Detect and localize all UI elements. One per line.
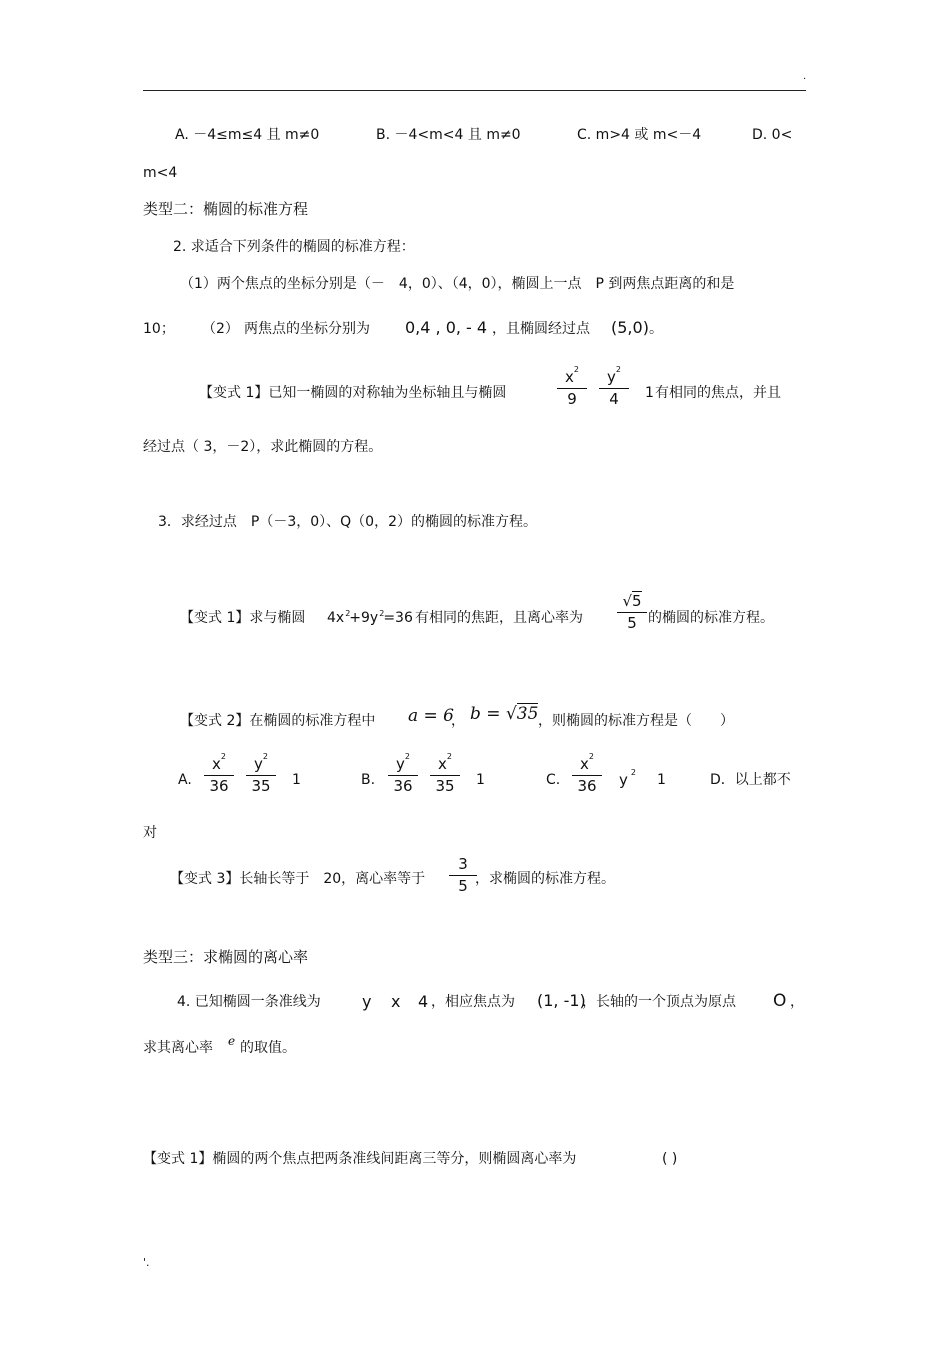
q2-part1: （1）两个焦点的坐标分别是（－ 4，0）、（4，0），椭圆上一点 P 到两焦点距离的和是 bbox=[180, 276, 735, 292]
v3-label: 【变式 3】长轴长等于 20，离心率等于 bbox=[170, 871, 426, 887]
v2-option-a-label: A. bbox=[178, 772, 192, 788]
v1c-blank: ( ) bbox=[662, 1151, 678, 1167]
v2-option-a-frac-x: $x^2$ 36 bbox=[204, 757, 234, 794]
q3-stem: 3．求经过点 P（－3，0）、Q（0，2）的椭圆的标准方程。 bbox=[158, 514, 537, 530]
q2-part2-mid: ，且椭圆经过点 bbox=[492, 321, 590, 337]
q2-part2-label: （2） bbox=[202, 321, 239, 337]
v2-option-c-y: y $^2$ bbox=[619, 768, 636, 789]
v1a-fraction-y: $y^2$ 4 bbox=[599, 370, 629, 407]
v2-option-d-cont: 对 bbox=[143, 825, 157, 841]
q2-part2-point: (5,0) bbox=[611, 318, 649, 337]
q4-stem: 4. 已知椭圆一条准线为 bbox=[177, 994, 321, 1010]
v1a-tail: 有相同的焦点，并且 bbox=[655, 385, 781, 401]
q2-stem: 2. 求适合下列条件的椭圆的标准方程： bbox=[173, 239, 415, 255]
v2-option-c-label: C. bbox=[546, 772, 561, 788]
q1-option-c: C. m>4 或 m<－4 bbox=[577, 127, 702, 143]
v2-option-a-eq: 1 bbox=[292, 772, 301, 788]
v1b-label: 【变式 1】求与椭圆 bbox=[180, 610, 306, 626]
v2-option-b-frac-x: $x^2$ 35 bbox=[430, 757, 460, 794]
v1c-label: 【变式 1】椭圆的两个焦点把两条准线间距离三等分，则椭圆离心率为 bbox=[143, 1151, 577, 1167]
v2-option-c-frac-x: $x^2$ 36 bbox=[572, 757, 602, 794]
v2-option-d: D．以上都不 bbox=[710, 772, 791, 788]
q4-mid2: ，长轴的一个顶点为原点 bbox=[582, 994, 736, 1010]
v1a-label: 【变式 1】已知一椭圆的对称轴为坐标轴且与椭圆 bbox=[199, 385, 507, 401]
q4-origin: O bbox=[773, 991, 787, 1011]
q2-part2-coords: 0,4 , 0, - 4 bbox=[405, 318, 488, 337]
section-2-title: 类型二：椭圆的标准方程 bbox=[143, 200, 309, 218]
v2-option-c-eq: 1 bbox=[657, 772, 666, 788]
q2-part1-end: 10； bbox=[143, 321, 175, 337]
q1-option-a: A. －4≤m≤4 且 m≠0 bbox=[175, 127, 320, 143]
footer-mark: '. bbox=[143, 1256, 150, 1269]
v1a-fraction-x: $x^2$ 9 bbox=[557, 370, 587, 407]
q4-e-symbol: e bbox=[228, 1034, 236, 1048]
q4-cont-b: 的取值。 bbox=[240, 1040, 296, 1056]
q4-x: x bbox=[391, 992, 401, 1011]
q4-focus: (1, -1) bbox=[537, 991, 586, 1010]
q1-option-b: B. －4<m<4 且 m≠0 bbox=[376, 127, 521, 143]
v2-label: 【变式 2】在椭圆的标准方程中 bbox=[180, 713, 376, 729]
q2-part2-text: 两焦点的坐标分别为 bbox=[244, 321, 370, 337]
v1b-equation: $4x^2+9y^2=36$ bbox=[327, 609, 413, 626]
section-3-title: 类型三：求椭圆的离心率 bbox=[143, 948, 309, 966]
q4-mid: ，相应焦点为 bbox=[431, 994, 515, 1010]
v2-b-expr: b = √35 bbox=[470, 704, 539, 724]
v1a-cont: 经过点（ 3，－2），求此椭圆的方程。 bbox=[143, 439, 383, 455]
q4-y: y bbox=[362, 992, 372, 1011]
header-corner-mark: . bbox=[803, 71, 807, 82]
v1b-tail: 的椭圆的标准方程。 bbox=[648, 610, 774, 626]
q1-option-d: D. 0< bbox=[752, 127, 793, 143]
v2-sep: ， bbox=[451, 713, 465, 729]
header-rule bbox=[143, 90, 806, 91]
v1b-mid: 有相同的焦距，且离心率为 bbox=[415, 610, 583, 626]
v2-option-b-label: B. bbox=[361, 772, 376, 788]
q1-option-d-cont: m<4 bbox=[143, 165, 178, 181]
v3-tail: ，求椭圆的标准方程。 bbox=[475, 871, 615, 887]
q2-part2-end: 。 bbox=[649, 321, 663, 337]
v1b-fraction-sqrt5-over-5: √5 5 bbox=[617, 594, 647, 631]
q4-four: 4 bbox=[418, 992, 429, 1011]
v2-a-expr: a = 6 bbox=[408, 706, 455, 726]
v3-fraction: 3 5 bbox=[449, 857, 477, 894]
v2-option-b-frac-y: $y^2$ 36 bbox=[388, 757, 418, 794]
v2-option-a-frac-y: $y^2$ 35 bbox=[246, 757, 276, 794]
v1a-equals-one: 1 bbox=[645, 385, 654, 401]
q4-cont-a: 求其离心率 bbox=[143, 1040, 213, 1056]
v2-tail: ，则椭圆的标准方程是（ ） bbox=[538, 713, 734, 729]
v2-option-b-eq: 1 bbox=[476, 772, 485, 788]
q4-comma: ， bbox=[790, 994, 804, 1010]
